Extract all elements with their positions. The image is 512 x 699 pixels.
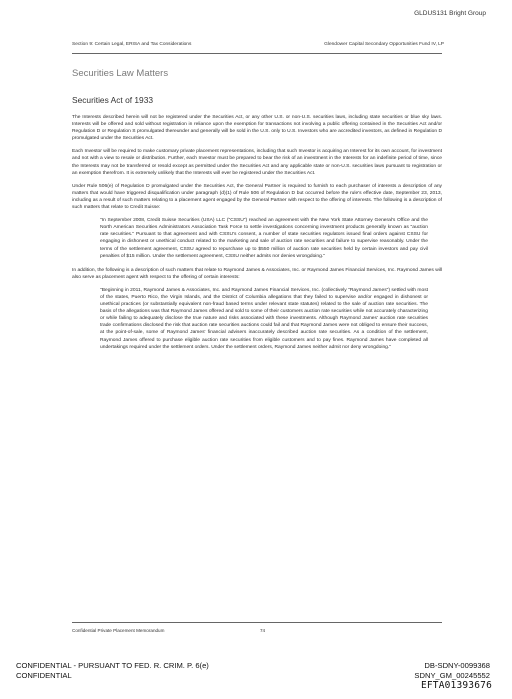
footer-divider (72, 622, 442, 623)
header-fund-name: Glendower Capital Secondary Opportunities Fund IV, LP (324, 42, 444, 47)
confidential-stamp-line-2: CONFIDENTIAL (16, 671, 72, 680)
page-number: 74 (260, 628, 266, 633)
header-section-label: Section 9: Certain Legal, ERISA and Tax Considerations (72, 42, 192, 47)
section-title: Securities Law Matters (72, 68, 169, 79)
footer-document-title: Confidential Private Placement Memorandum (72, 628, 165, 633)
subsection-title: Securities Act of 1933 (72, 95, 154, 105)
paragraph: Each Investor will be required to make customary private placement representations, including that such Investor is acquiring an Interest for its own account, for investment and not with a view to resale or distribution. Further, each Investor must be prepared to bear the risk of an investment in the Interests for an indefinite period of time, since the Interests may not be transferred or resold except as permitted under the Securities Act and any applicable state or non-U.S. securities laws pursuant to registration or an exemption therefrom. It is extremely unlikely that the Interests will ever be registered under the Securities Act. (72, 149, 442, 176)
efta-number: EFTA01393676 (420, 680, 492, 691)
bates-number-2: SDNY_GM_00245552 (414, 671, 490, 680)
paragraph: In addition, the following is a description of such matters that relate to Raymond James & Associates, Inc. or Raymond James Financial Services, Inc. Raymond James will also serve as placement agent with respect to the offering of certain interests: (72, 267, 442, 280)
block-quote-raymond-james: "Beginning in 2011, Raymond James & Associates, Inc. and Raymond James Financial Services, Inc. (collectively "Raymond James") settled with most of the states, Puerto Rico, the Virgin Islands, and the District of Columbia allegations that they failed to supervise and/or engaged in dishonest or unethical practices (or substantially equivalent non-fraud based terms under relevant state statutes) related to the sale of auction rate securities. The basis of the allegations was that Raymond James offered and sold to some of their customers auction rate securities while not accurately characterizing or while failing to adequately disclose the true nature and risks associated with these investments. Although Raymond James' auction rate securities trade confirmations disclosed the risk that auction rate securities auctions could fail and that Raymond James were not obliged to ensure their success, at the point-of-sale, some of Raymond James' financial advisers inaccurately described auction rate securities. As a condition of the settlement, Raymond James offered to purchase eligible auction rate securities from eligible customers and to pay fines. Raymond James have completed all undertakings required under the settlement orders. Under the settlement orders, Raymond James neither admit nor deny wrongdoing." (100, 287, 428, 350)
block-quote-credit-suisse: "In September 2008, Credit Suisse Securities (USA) LLC ("CSSU") reached an agreement with the New York State Attorney General's Office and the North American Securities Administrators Association Task Force to settle investigations concerning investment products generally known as "auction rate securities." Pursuant to that agreement and with CSSU's consent, a number of state securities regulators issued final orders against CSSU for engaging in dishonest or unethical conduct related to the marketing and sale of auction rate securities and failure to supervise reasonably. Under the terms of the settlement agreement, CSSU agreed to repurchase up to $550 million of auction rate securities held by certain investors and pay civil penalties of $15 million. Under the settlement agreement, CSSU neither admits nor denies wrongdoing." (100, 218, 428, 259)
paragraph: Under Rule 506(e) of Regulation D promulgated under the Securities Act, the General Partner is required to furnish to each purchaser of interests a description of any matters that would have triggered disqualification under paragraph (d)(1) of Rule 506 of Regulation D but occurred before the rule's effective date, September 23, 2013, including as a result of such matters relating to a placement agent engaged by the General Partner with respect to the offering of interests. The following is a description of such matters that relate to Credit Suisse: (72, 183, 442, 211)
top-right-label: GLDUS131 Bright Group (414, 10, 486, 17)
bates-number-1: DB-SDNY-0099368 (424, 661, 490, 670)
body-text (72, 114, 442, 358)
paragraph: The Interests described herein will not be registered under the Securities Act, or any other U.S. or non-U.S. securities laws, including state securities or blue sky laws. Interests will be offered and sold without registration in reliance upon the exemption for transactions not involving a public offering contained in the Securities Act and/or Regulation D or Regulation S promulgated thereunder and generally will be sold in the U.S. only to U.S. Investors who are accredited investors, as defined in Regulation D promulgated under the Securities Act. (72, 115, 442, 142)
confidential-stamp-line-1: CONFIDENTIAL - PURSUANT TO FED. R. CRIM. P. 6(e) (16, 661, 209, 670)
header-divider (72, 53, 442, 54)
